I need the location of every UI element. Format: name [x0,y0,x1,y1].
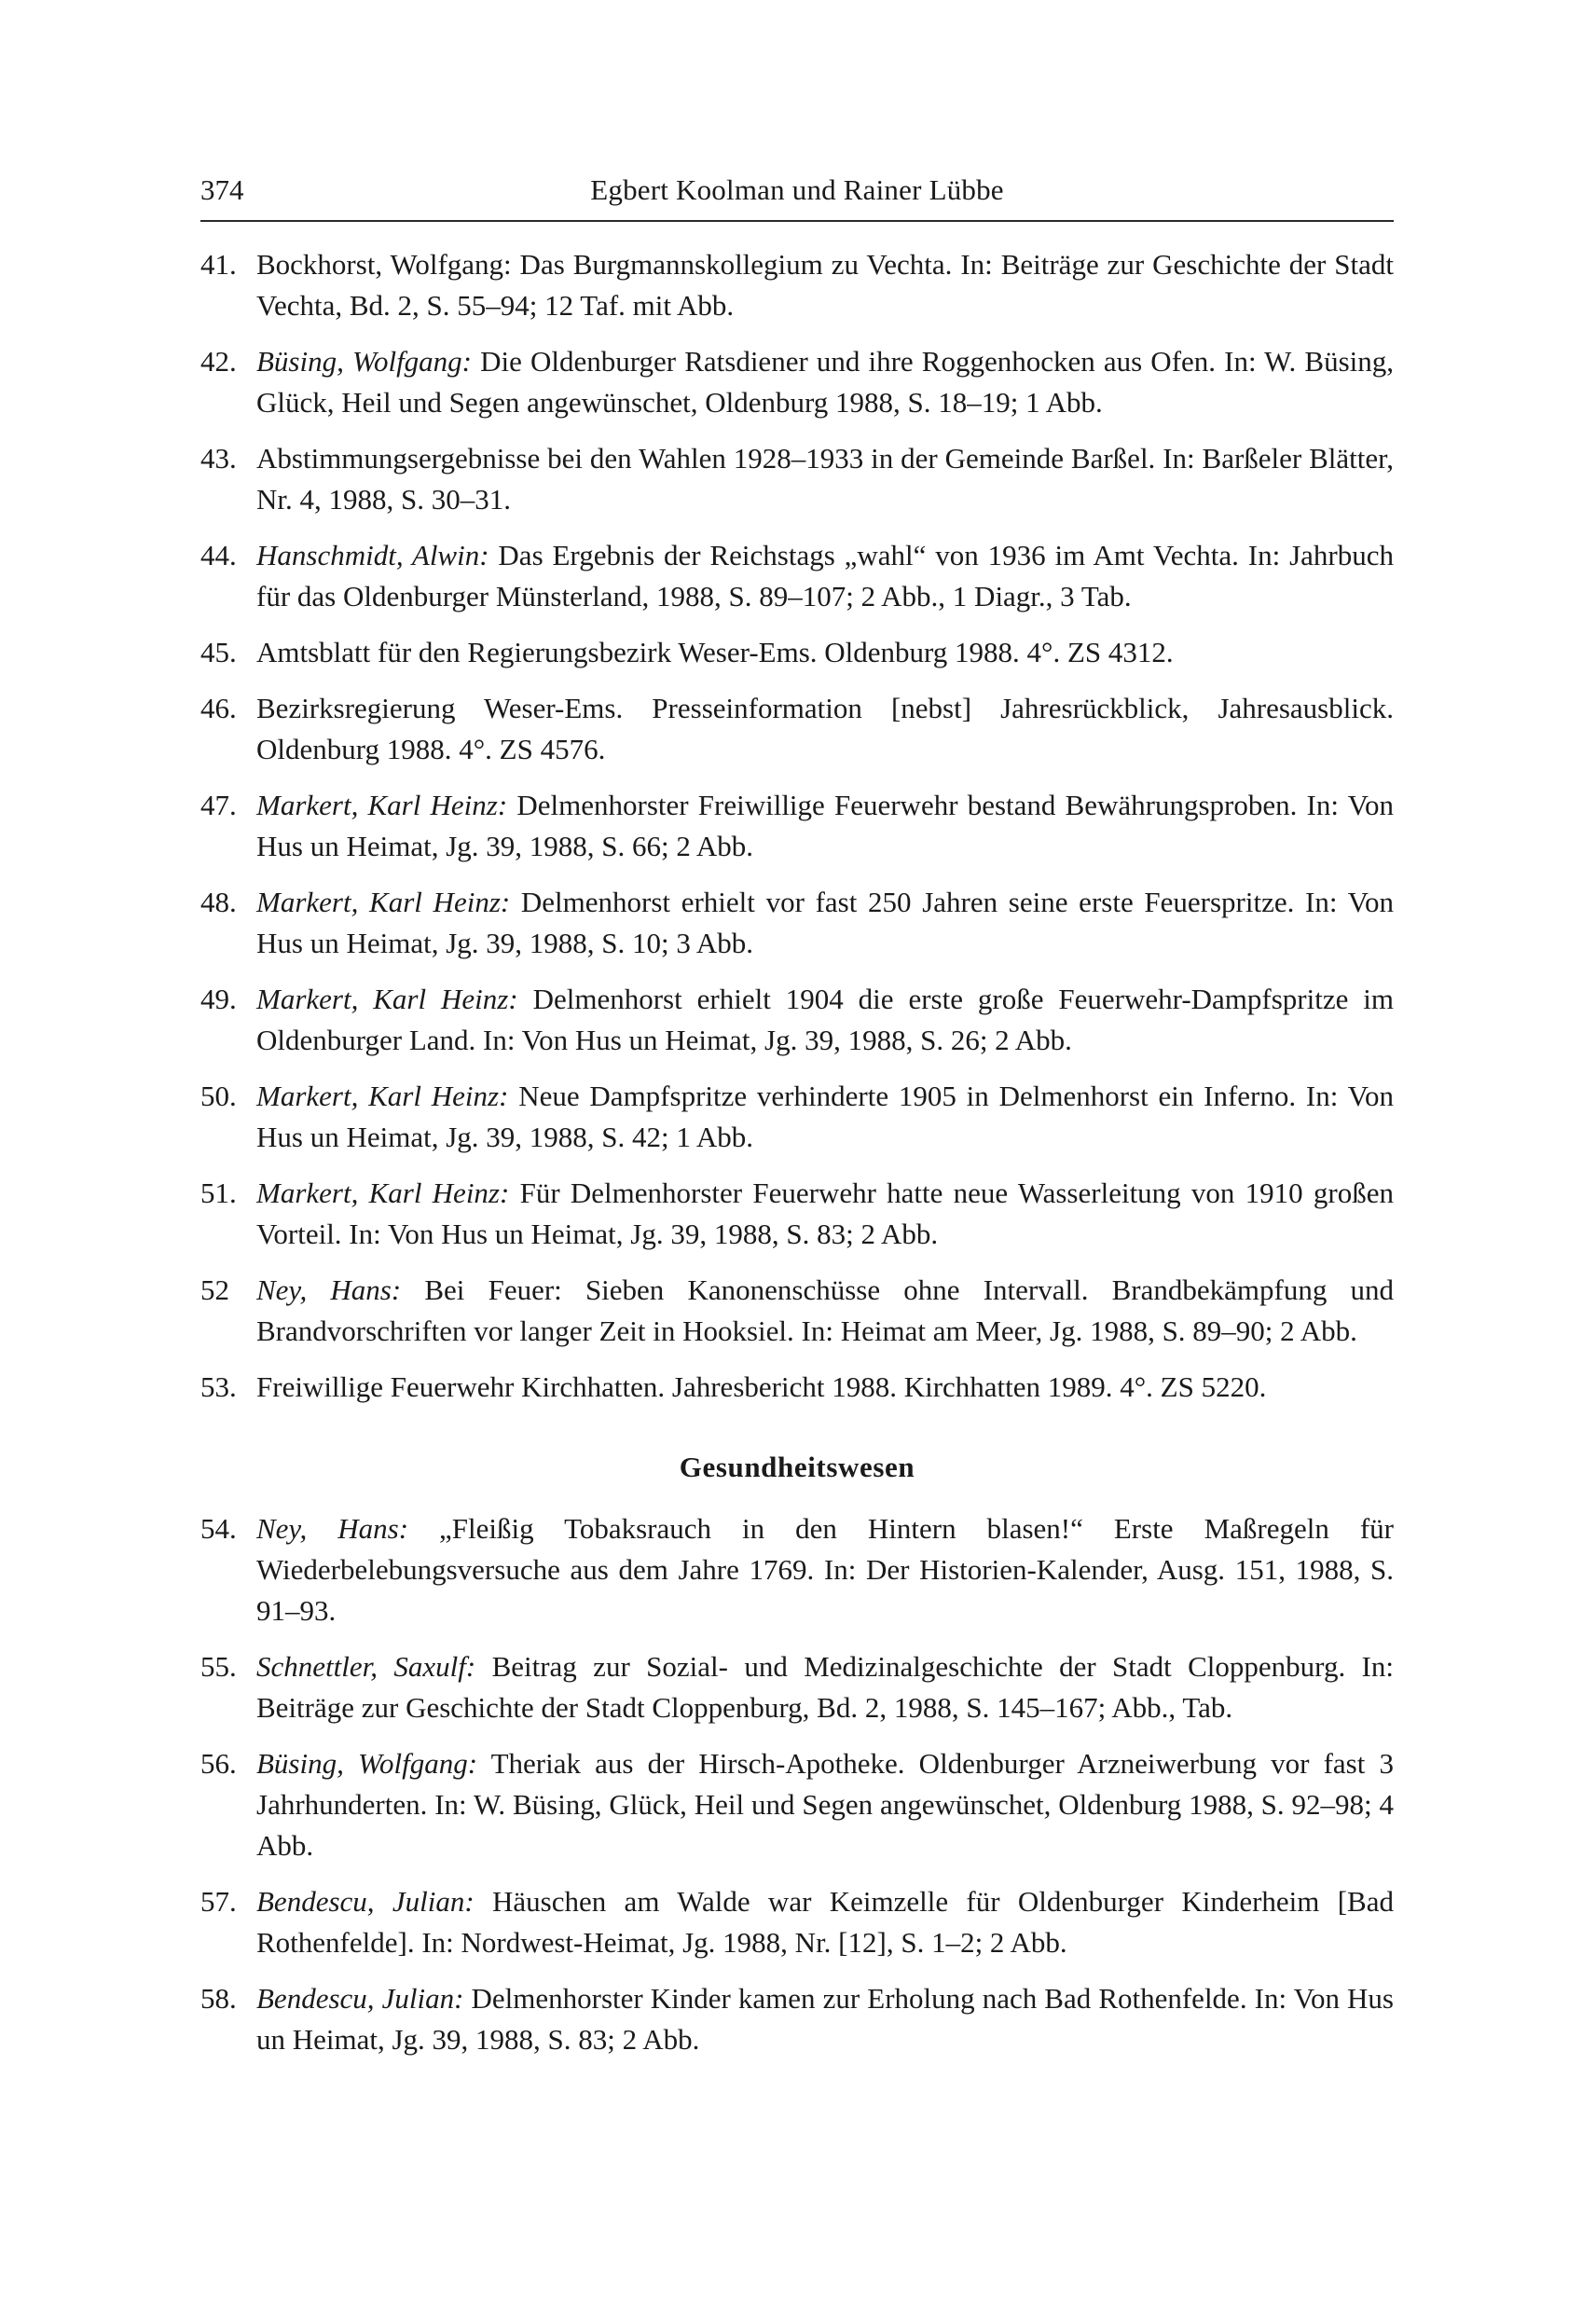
bibliography-entry [200,1743,1394,1866]
bibliography-entry [200,535,1394,617]
entry-number: 58. [200,1982,237,2015]
bibliography-entries-a [200,244,1394,1408]
entry-text: Delmenhorst erhielt vor fast 250 Jahren seine erste Feuerspritze. In: Von Hus un Heimat, Jg. 39, 1988, S. 10; 3 Abb. [256,886,1394,959]
entry-body [256,1508,1394,1631]
section-heading: Gesundheitswesen [679,1451,915,1483]
entry-number: 41. [200,248,237,281]
entry-body [256,688,1394,770]
entry-number: 48. [200,886,237,918]
entry-body [256,882,1394,964]
entry-author: Bendescu, Julian: [256,1982,464,2015]
entry-author: Ney, Hans: [256,1512,409,1545]
entry-text: Amtsblatt für den Regierungsbezirk Weser-Ems. Oldenburg 1988. 4°. ZS 4312. [256,636,1174,668]
entry-author: Markert, Karl Heinz: [256,1177,510,1209]
entry-text: Neue Dampfspritze verhinderte 1905 in Delmenhorst ein Inferno. In: Von Hus un Heimat, Jg. 39, 1988, S. 42; 1 Abb. [256,1080,1394,1153]
entry-number: 46. [200,692,237,724]
bibliography-entry [200,1508,1394,1631]
entry-text: Für Delmenhorster Feuerwehr hatte neue Wasserleitung von 1910 großen Vorteil. In: Von Hus un Heimat, Jg. 39, 1988, S. 83; 2 Abb. [256,1177,1394,1250]
entry-text: Delmenhorster Freiwillige Feuerwehr bestand Bewährungsproben. In: Von Hus un Heimat, Jg. 39, 1988, S. 66; 2 Abb. [256,789,1394,862]
bibliography-entry [200,1646,1394,1728]
entry-author: Markert, Karl Heinz: [256,886,511,918]
entry-number: 51. [200,1177,237,1209]
entry-body [256,785,1394,867]
entry-body [256,1076,1394,1158]
entry-text: Beitrag zur Sozial- und Medizinalgeschichte der Stadt Cloppenburg. In: Beiträge zur Geschichte der Stadt Cloppenburg, Bd. 2, 1988, S. 145–167; Abb., Tab. [256,1650,1394,1724]
bibliography-entry [200,1270,1394,1352]
entry-number: 57. [200,1885,237,1918]
entry-text: Die Oldenburger Ratsdiener und ihre Roggenhocken aus Ofen. In: W. Büsing, Glück, Heil und Segen angewünschet, Oldenburg 1988, S. 18–19; 1 Abb. [256,345,1394,419]
entry-text: Häuschen am Walde war Keimzelle für Oldenburger Kinderheim [Bad Rothenfelde]. In: Nordwest-Heimat, Jg. 1988, Nr. [12], S. 1–2; 2 Abb. [256,1885,1394,1959]
bibliography-entry [200,979,1394,1061]
bibliography-entry [200,1173,1394,1255]
entry-body [256,632,1394,673]
entry-author: Hanschmidt, Alwin: [256,539,489,571]
entry-number: 54. [200,1512,237,1545]
entry-text: Delmenhorster Kinder kamen zur Erholung nach Bad Rothenfelde. In: Von Hus un Heimat, Jg. 39, 1988, S. 83; 2 Abb. [256,1982,1394,2056]
bibliography-entry [200,688,1394,770]
bibliography-entries-b [200,1508,1394,2060]
entry-text: Bezirksregierung Weser-Ems. Presseinformation [nebst] Jahresrückblick, Jahresausblick. Oldenburg 1988. 4°. ZS 4576. [256,692,1394,765]
entry-author: Büsing, Wolfgang: [256,345,472,378]
entry-author: Ney, Hans: [256,1273,402,1306]
entry-text: Abstimmungsergebnisse bei den Wahlen 1928–1933 in der Gemeinde Barßel. In: Barßeler Blätter, Nr. 4, 1988, S. 30–31. [256,442,1394,516]
entry-number: 43. [200,442,237,475]
bibliography-list [200,244,1394,2060]
entry-number: 55. [200,1650,237,1683]
bibliography-entry [200,632,1394,673]
entry-body [256,1367,1394,1408]
entry-number: 47. [200,789,237,821]
entry-body [256,438,1394,520]
entry-number: 50. [200,1080,237,1112]
entry-number: 44. [200,539,237,571]
entry-author: Markert, Karl Heinz: [256,789,508,821]
entry-body [256,1978,1394,2060]
page-header [200,168,1394,222]
entry-number: 42. [200,345,237,378]
entry-text: Delmenhorst erhielt 1904 die erste große Feuerwehr-Dampfspritze im Oldenburger Land. In: Von Hus un Heimat, Jg. 39, 1988, S. 26; 2 Abb. [256,983,1394,1056]
entry-body [256,1173,1394,1255]
entry-text: Freiwillige Feuerwehr Kirchhatten. Jahresbericht 1988. Kirchhatten 1989. 4°. ZS 5220. [256,1370,1267,1403]
entry-body [256,535,1394,617]
entry-text: Das Ergebnis der Reichstags „wahl“ von 1936 im Amt Vechta. In: Jahrbuch für das Oldenburger Münsterland, 1988, S. 89–107; 2 Abb., 1 Diagr., 3 Tab. [256,539,1394,612]
bibliography-entry [200,1076,1394,1158]
entry-author: Büsing, Wolfgang: [256,1747,478,1780]
entry-number: 56. [200,1747,237,1780]
entry-body [256,244,1394,326]
bibliography-entry [200,1367,1394,1408]
bibliography-entry [200,244,1394,326]
entry-number: 53. [200,1370,237,1403]
entry-author: Schnettler, Saxulf: [256,1650,476,1683]
running-head: Egbert Koolman und Rainer Lübbe [590,173,1004,206]
entry-author: Markert, Karl Heinz: [256,1080,509,1112]
entry-body [256,1743,1394,1866]
entry-author: Markert, Karl Heinz: [256,983,518,1015]
entry-body [256,1646,1394,1728]
entry-text: „Fleißig Tobaksrauch in den Hintern blasen!“ Erste Maßregeln für Wiederbelebungsversuche aus dem Jahre 1769. In: Der Historien-Kalender, Ausg. 151, 1988, S. 91–93. [256,1512,1394,1627]
entry-number: 52 [200,1273,229,1306]
entry-body [256,1270,1394,1352]
entry-author: Bendescu, Julian: [256,1885,475,1918]
entry-body [256,341,1394,423]
bibliography-entry [200,341,1394,423]
entry-body [256,1881,1394,1963]
bibliography-entry [200,438,1394,520]
entry-number: 45. [200,636,237,668]
entry-text: Bockhorst, Wolfgang: Das Burgmannskollegium zu Vechta. In: Beiträge zur Geschichte der Stadt Vechta, Bd. 2, S. 55–94; 12 Taf. mit Abb. [256,248,1394,322]
entry-text: Bei Feuer: Sieben Kanonenschüsse ohne Intervall. Brandbekämpfung und Brandvorschriften vor langer Zeit in Hooksiel. In: Heimat am Meer, Jg. 1988, S. 89–90; 2 Abb. [256,1273,1394,1347]
entry-body [256,979,1394,1061]
page-number: 374 [200,173,244,206]
entry-number: 49. [200,983,237,1015]
document-page [200,168,1394,2075]
bibliography-entry [200,1978,1394,2060]
bibliography-entry [200,882,1394,964]
bibliography-entry [200,785,1394,867]
bibliography-entry [200,1881,1394,1963]
entry-text: Theriak aus der Hirsch-Apotheke. Oldenburger Arzneiwerbung vor fast 3 Jahrhunderten. In: W. Büsing, Glück, Heil und Segen angewünschet, Oldenburg 1988, S. 92–98; 4 Abb. [256,1747,1394,1862]
